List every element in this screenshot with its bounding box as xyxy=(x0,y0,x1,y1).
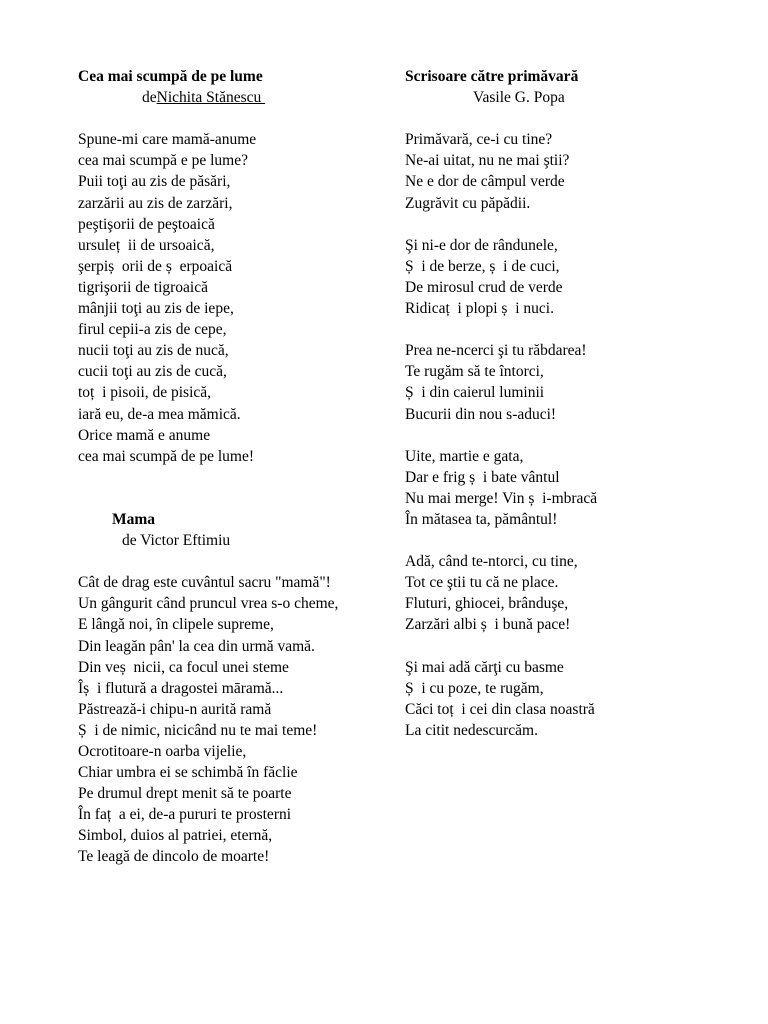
poem-line: Zugrăvit cu păpădii. xyxy=(405,194,531,212)
poem-line: Adă, când te-ntorci, cu tine, xyxy=(405,553,578,571)
poem-line: Te rugăm să te întorci, xyxy=(405,363,544,381)
poem-line: În faț a ei, de-a pururi te prosterni xyxy=(78,806,292,824)
poem-line: şerpiș orii de ș erpoaică xyxy=(78,257,233,275)
poem-author xyxy=(78,87,398,108)
poem-line: Ne-ai uitat, nu ne mai ştii? xyxy=(405,152,570,170)
poem-line: Prea ne-ncerci şi tu răbdarea! xyxy=(405,342,587,360)
poem-line: Chiar umbra ei se schimbă în făclie xyxy=(78,764,298,782)
stanza xyxy=(405,657,735,741)
stanza xyxy=(405,446,735,530)
poem-line: E lângă noi, în clipele supreme, xyxy=(78,616,274,634)
left-column xyxy=(78,66,398,868)
poem-line: Ș i din caierul luminii xyxy=(405,384,545,402)
poem-line: Şi mai adă cărţi cu basme xyxy=(405,658,564,676)
poem-line: Ne e dor de câmpul verde xyxy=(405,173,565,191)
poem-line: Nu mai merge! Vin ș i-mbracă xyxy=(405,489,598,507)
poem-body xyxy=(78,129,398,467)
poem-line: Simbol, duios al patriei, eternă, xyxy=(78,827,273,845)
author-prefix: de xyxy=(142,89,157,107)
poem-line: Ocrotitoare-n oarba vijelie, xyxy=(78,743,247,760)
poem-line: Bucurii din nou s-aduci! xyxy=(405,405,557,423)
stanza xyxy=(405,551,735,635)
poem-line: Primăvară, ce-i cu tine? xyxy=(405,131,553,149)
poem-line: Ridicaț i plopi ș i nuci. xyxy=(405,300,554,318)
poem-line: Din veș nicii, ca focul unei steme xyxy=(78,658,289,676)
poem-line: Cât de drag este cuvântul sacru "mamă"! xyxy=(78,574,331,592)
poem-line: Pe drumul drept menit să te poarte xyxy=(78,785,292,803)
stanza xyxy=(405,129,735,213)
poem-author: de Victor Eftimiu xyxy=(122,532,231,550)
poem-line: Păstrează-i chipu-n aurită ramă xyxy=(78,700,272,718)
poem-line: firul cepii-a zis de cepe, xyxy=(78,321,227,339)
poem-line: ursuleț ii de ursoaică, xyxy=(78,236,215,254)
stanza xyxy=(405,235,735,319)
poem-line: Căci toț i cei din clasa noastră xyxy=(405,700,595,718)
poem-line: Spune-mi care mamă-anume xyxy=(78,131,257,149)
poem-line: cea mai scumpă e pe lume? xyxy=(78,152,248,170)
poem-line: Orice mamă e anume xyxy=(78,426,211,444)
poem-line: La citit nedescurcăm. xyxy=(405,721,538,739)
poem-line: Uite, martie e gata, xyxy=(405,447,524,465)
poem-line: Ș i de berze, ș i de cuci, xyxy=(405,257,560,275)
poem-line: Un gângurit când pruncul vrea s-o cheme, xyxy=(78,595,339,613)
poem-line: În mătasea ta, pământul! xyxy=(405,510,558,528)
poem-line: Fluturi, ghiocei, brânduşe, xyxy=(405,595,569,613)
poem-line: Ș i cu poze, te rugăm, xyxy=(405,679,544,697)
poem-line: iară eu, de-a mea mămică. xyxy=(78,405,241,423)
poem-line: peştişorii de peştoaică xyxy=(78,215,215,233)
poem-title: Cea mai scumpă de pe lume xyxy=(78,68,263,85)
stanza xyxy=(405,340,735,424)
poem-line: nucii toţi au zis de nucă, xyxy=(78,342,229,360)
poem-title: Scrisoare către primăvară xyxy=(405,68,579,85)
poem-line: De mirosul crud de verde xyxy=(405,278,563,296)
poem-line: Dar e frig ș i bate vântul xyxy=(405,468,560,486)
poem-line: zarzării au zis de zarzări, xyxy=(78,194,233,212)
poem-line: Din leagăn pân' la cea din urmă vamă. xyxy=(78,637,315,655)
poem-body xyxy=(78,572,398,867)
poem-line: tigrişorii de tigroaică xyxy=(78,278,208,296)
poem-line: toț i pisoii, de pisică, xyxy=(78,384,212,402)
poem-line: Puii toţi au zis de păsări, xyxy=(78,173,231,191)
poem-line: Îș i flutură a dragostei māramă... xyxy=(78,679,284,697)
poem-author: Vasile G. Popa xyxy=(473,89,565,107)
poem-line: cea mai scumpă de pe lume! xyxy=(78,447,255,465)
author-name: Nichita Stănescu xyxy=(156,89,266,107)
poem-line: mânjii toţi au zis de iepe, xyxy=(78,300,234,318)
poem-line: Tot ce ştii tu că ne place. xyxy=(405,574,559,592)
poem-line: cucii toţi au zis de cucă, xyxy=(78,363,227,381)
poem-line: Zarzări albi ș i bună pace! xyxy=(405,616,571,634)
poem-line: Te leagă de dincolo de moarte! xyxy=(78,848,270,866)
poem-line: Ș i de nimic, nicicând nu te mai teme! xyxy=(78,721,318,739)
poem-title: Mama xyxy=(112,510,156,528)
right-column xyxy=(405,66,735,741)
poem-line: Şi ni-e dor de rândunele, xyxy=(405,236,558,254)
